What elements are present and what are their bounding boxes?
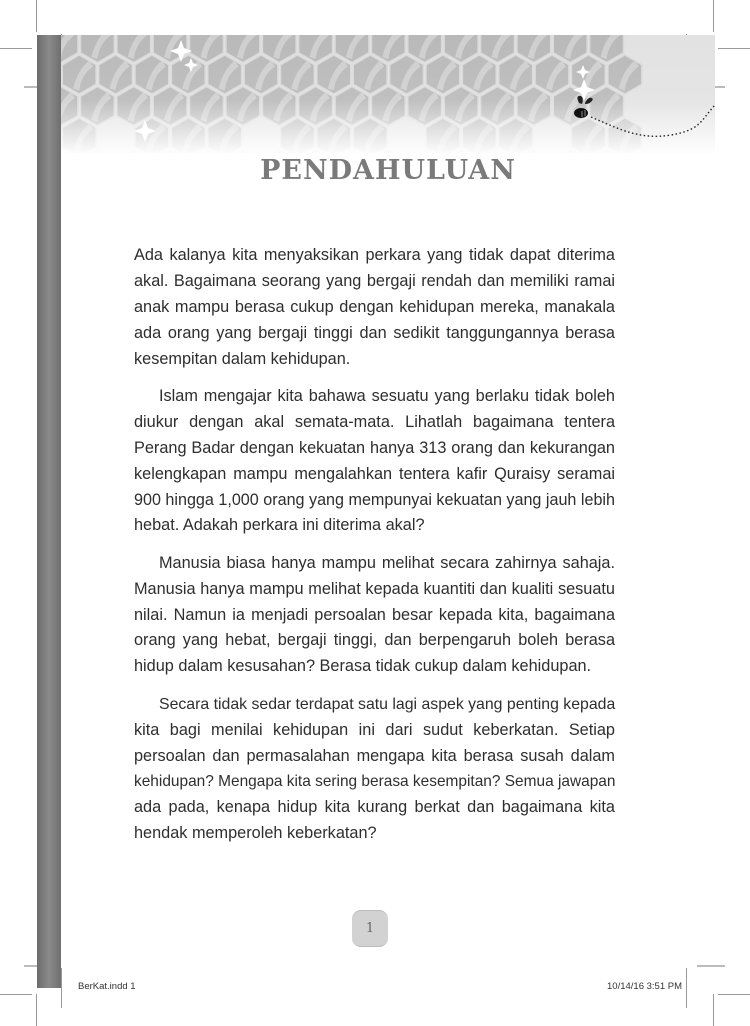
text-line: Manusia hanya mampu melihat kepada kuantiti dan kualiti sesuatu — [134, 579, 615, 598]
text-line: Secara tidak sedar terdapat satu lagi aspek yang penting kepada — [159, 695, 616, 713]
crop-mark — [718, 994, 750, 995]
text-line: 900 hingga 1,000 orang yang mempunyai kekuatan yang jauh lebih — [134, 490, 615, 509]
crop-mark — [61, 968, 62, 1008]
text-line: anak mampu berasa cukup dengan kehidupan mereka, manakala — [134, 297, 615, 316]
page-number: 1 — [352, 910, 388, 947]
text-line: ada orang yang bergaji tinggi dan sedikit tanggungannya berasa — [134, 323, 615, 342]
text-line: kesempitan dalam kehidupan. — [134, 349, 351, 368]
paragraph — [134, 243, 615, 372]
crop-mark — [713, 0, 714, 32]
text-line: diukur dengan akal semata-mata. Lihatlah bagaimana tentera — [134, 412, 615, 431]
text-line: persoalan dan permasalahan mengapa kita berasa susah dalam — [134, 746, 615, 765]
crop-mark — [718, 48, 750, 49]
crop-mark — [0, 48, 32, 49]
body-text — [134, 243, 615, 859]
text-line: kehidupan? Mengapa kita sering berasa kesempitan? Semua jawapan — [134, 773, 616, 791]
text-line: ada pada, kenapa hidup kita kurang berkat dan bagaimana kita — [134, 798, 615, 817]
text-line: akal. Bagaimana seorang yang bergaji rendah dan memiliki ramai — [134, 271, 615, 290]
text-line: hidup dalam kesusahan? Berasa tidak cukup dalam kehidupan. — [134, 657, 592, 676]
text-line: Perang Badar dengan kekuatan hanya 313 orang dan kekurangan — [134, 438, 615, 457]
crop-mark — [686, 968, 687, 1008]
page-edge-strip — [37, 35, 61, 988]
crop-mark — [36, 994, 37, 1026]
crop-mark — [697, 965, 725, 967]
crop-mark — [713, 994, 714, 1026]
text-line: kita bagi menilai kehidupan ini dari sudut keberkatan. Setiap — [134, 720, 615, 739]
honeycomb-header-banner — [61, 35, 715, 153]
text-line: Ada kalanya kita menyaksikan perkara yang tidak dapat diterima — [134, 246, 615, 264]
paragraph — [134, 551, 615, 680]
paragraph — [134, 692, 615, 847]
slug-timestamp: 10/14/16 3:51 PM — [607, 981, 682, 992]
text-line: Islam mengajar kita bahawa sesuatu yang berlaku tidak boleh — [159, 386, 615, 405]
page-title: PENDAHULUAN — [260, 155, 516, 186]
text-line: kelengkapan mampu mengalahkan tentera kafir Quraisy seramai — [134, 464, 615, 483]
crop-mark — [0, 994, 32, 995]
text-line: orang yang hebat, bergaji tinggi, dan berpengaruh boleh berasa — [134, 631, 615, 650]
text-line: Manusia biasa hanya mampu melihat secara zahirnya sahaja. — [159, 553, 615, 572]
text-line: hendak memperoleh keberkatan? — [134, 824, 377, 843]
crop-mark — [36, 0, 37, 32]
text-line: hebat. Adakah perkara ini diterima akal? — [134, 516, 425, 535]
text-line: nilai. Namun ia menjadi persoalan besar kepada kita, bagaimana — [134, 605, 615, 624]
slug-filename: BerKat.indd 1 — [78, 981, 136, 992]
paragraph — [134, 384, 615, 539]
